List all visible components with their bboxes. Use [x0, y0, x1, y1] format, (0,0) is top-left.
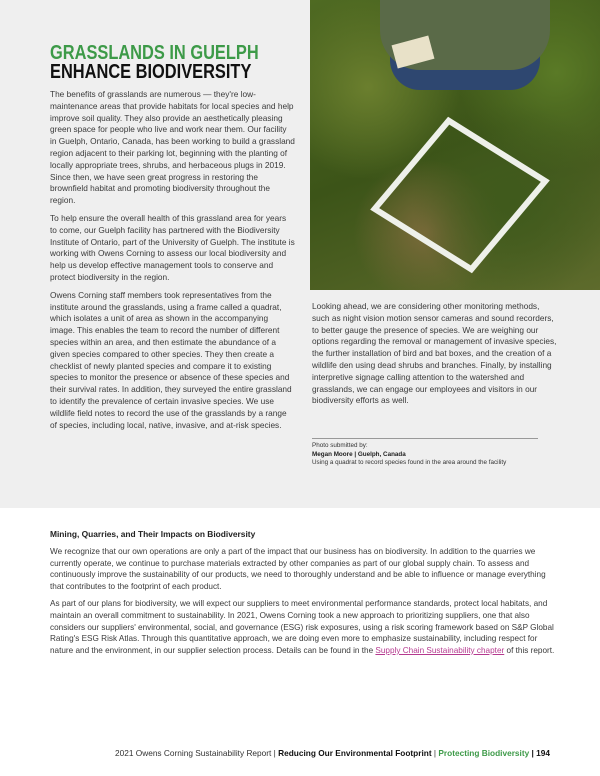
quadrat-photo	[310, 0, 600, 290]
mining-section	[50, 529, 555, 662]
left-column	[50, 89, 295, 431]
footer-sep: |	[431, 748, 439, 758]
page-title	[50, 44, 259, 82]
caption-label: Photo submitted by:	[312, 442, 368, 449]
title-line-1: GRASSLANDS IN GUELPH	[50, 42, 259, 64]
paragraph: We recognize that our own operations are only a part of the impact that our business has on biodiversity. In addition to the quarries we currently operate, we continue to purchase materials extracted by other companies as part of our global supply chain. To assess and continuously improve the sustainability of our products, we need to thoroughly understand and be able to influence or manage everything that contributes to the footprint of each product.	[50, 547, 546, 591]
quadrat-frame	[370, 117, 550, 273]
paragraph: Looking ahead, we are considering other monitoring methods, such as night vision motion sensor cameras and sound recorders, to better gauge the presence of species. We are weighing our options regarding the removal or management of invasive species, the further installation of bird and bat boxes, and the creation of a wildlife den using dead shrubs and branches. Finally, by installing interpretive signage calling attention to the watershed and grasslands, we can engage our employees and visitors in our biodiversity efforts as well.	[312, 301, 557, 406]
footer-report: 2021 Owens Corning Sustainability Report |	[115, 748, 279, 758]
caption-credit: Megan Moore | Guelph, Canada	[312, 450, 406, 458]
photo-caption	[312, 438, 538, 468]
page-number: | 194	[529, 748, 550, 758]
paragraph: The benefits of grasslands are numerous — they're low-maintenance areas that provide habitats for local species and help improve soil quality. They also provide an aesthetically pleasing green space for people who live and work near them. Our facility in Guelph, Ontario, Canada, has been working to build a grassland region adjacent to their parking lot, beginning with the planting of locally appropriate trees, shrubs, and herbaceous plugs in 2019. Since then, we have seen great progress in restoring the brownfield habitat and promoting biodiversity throughout the region.	[50, 89, 295, 206]
page-footer	[115, 748, 550, 758]
paragraph-text: of this report.	[504, 645, 555, 655]
title-line-2: ENHANCE BIODIVERSITY	[50, 61, 252, 83]
right-column	[312, 301, 557, 407]
paragraph: Owens Corning staff members took representatives from the institute around the grasslands, using a frame called a quadrat, which isolates a unit of area as shown in the accompanying image. This enables the team to record the number of different species within an area, and then estimate the abundance of a given species compared to other species. They then create a checklist of newly planted species and compare it to existing species to monitor the presence or absence of these species and their survival rates. In addition, they surveyed the entire grassland to identify the prevalence of certain invasive species. We use wildlife field notes to record the use of the grasslands by a range of species, including local, native, invasive, and at-risk species.	[50, 289, 292, 430]
paragraph: To help ensure the overall health of this grassland area for years to come, our Guelph facility has partnered with the Biodiversity Institute of Ontario, part of the University of Guelph. The institute is working with Owens Corning to assess our local biodiversity and help us develop effective management tools to conserve and protect biodiversity in the region.	[50, 212, 295, 282]
paragraph-text: As part of our plans for biodiversity, we will expect our suppliers to meet environmental performance standards, protect local habitats, and maintain an overall commitment to sustainability. In 2021, Owens Corning took a new approach to prioritizing suppliers, one that also considers our suppliers' environmental, social, and governance (ESG) risk exposures, using a risk scoring framework based on S&P Global Rating's ESG Risk Atlas. Through this quantitative approach, we are doing even more to emphasize sustainability, including respect for nature and the environment, in our supplier selection process. Details can be found in the	[50, 599, 554, 655]
footer-section-link[interactable]: Reducing Our Environmental Footprint	[278, 748, 432, 758]
footer-subsection-link[interactable]: Protecting Biodiversity	[438, 748, 530, 758]
caption-text: Using a quadrat to record species found in the area around the facility	[312, 459, 507, 466]
supply-chain-link[interactable]: Supply Chain Sustainability chapter	[375, 645, 505, 655]
paragraph	[50, 598, 555, 656]
section-heading: Mining, Quarries, and Their Impacts on Biodiversity	[50, 529, 256, 539]
